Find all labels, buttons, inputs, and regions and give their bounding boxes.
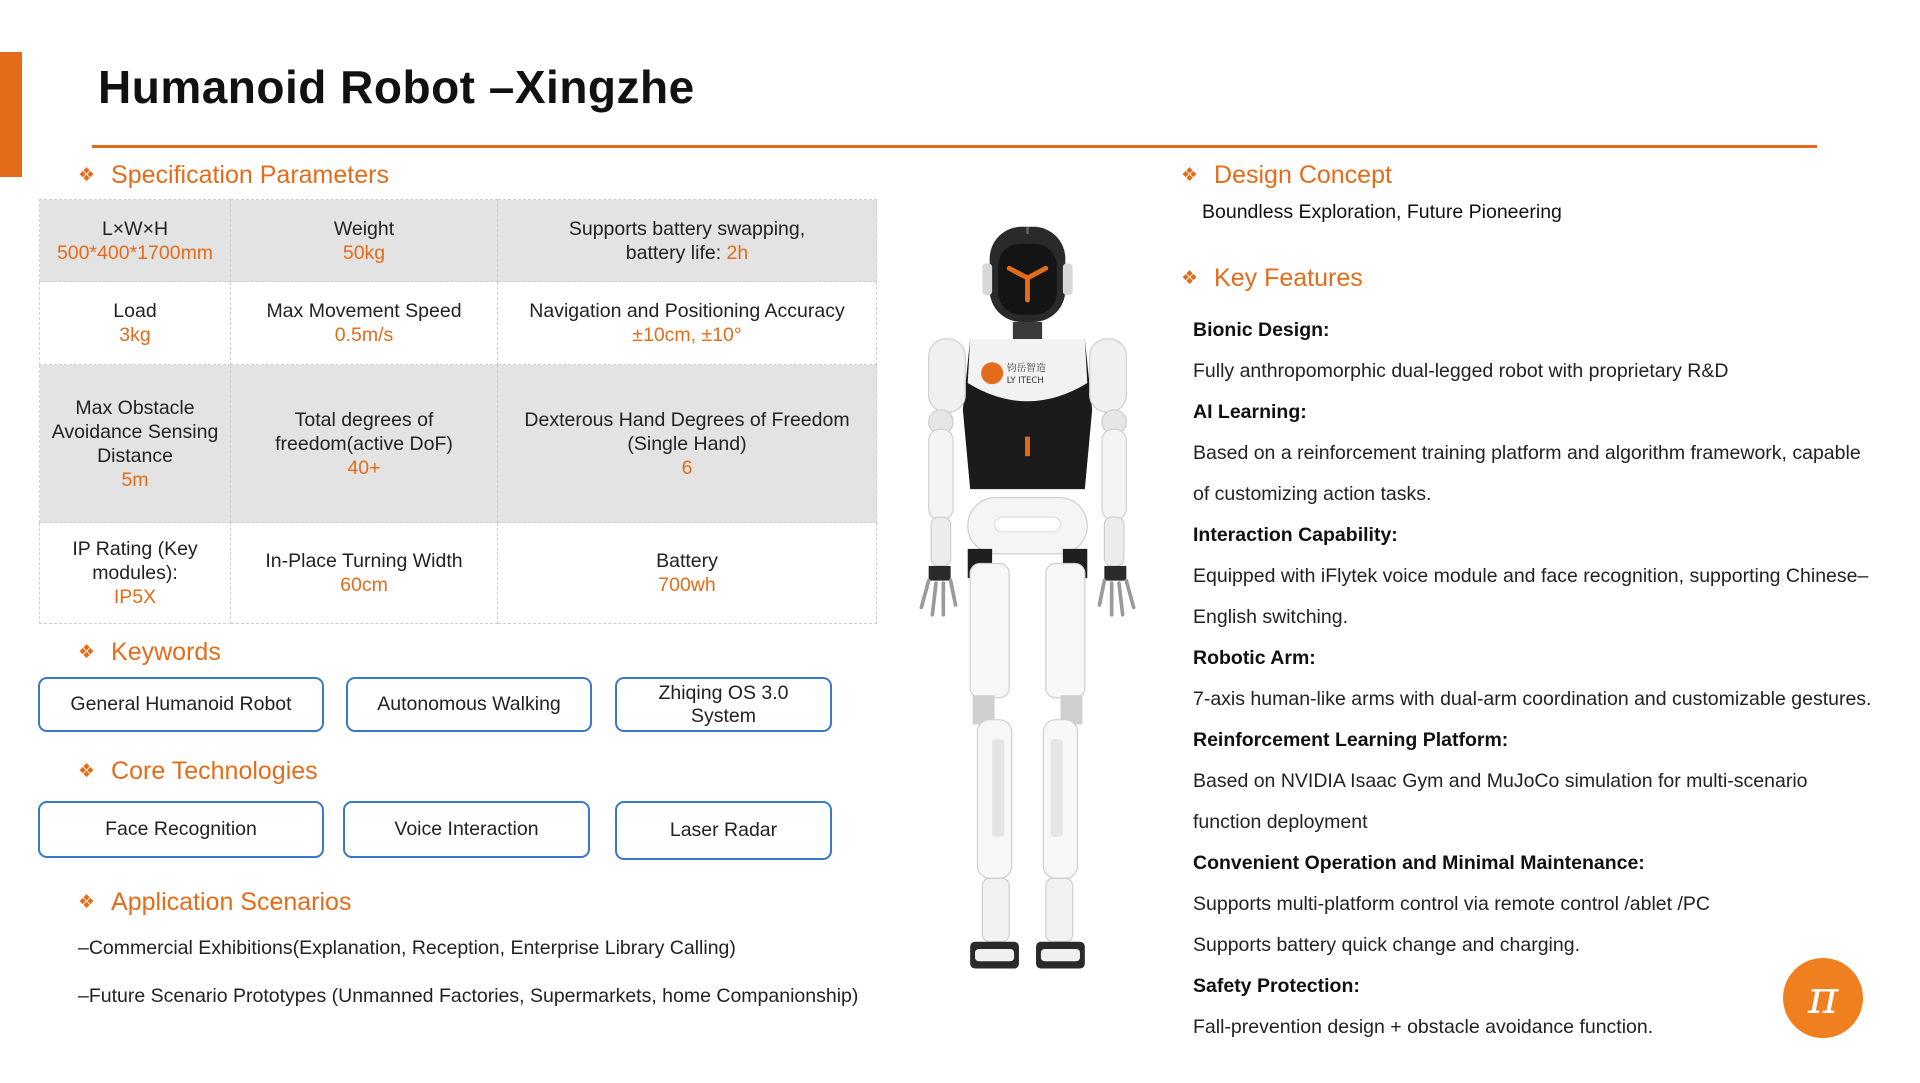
spec-table — [39, 199, 877, 624]
feature-text: Equipped with iFlytek voice module and face recognition, supporting Chinese– — [1193, 565, 1869, 587]
diamond-bullet-icon: ❖ — [1181, 268, 1199, 289]
feature-text: 7-axis human-like arms with dual-arm coordination and customizable gestures. — [1193, 688, 1872, 710]
feature-text: Based on a reinforcement training platform and algorithm framework, capable — [1193, 442, 1861, 464]
spec-cell-dimensions: L×W×H 500*400*1700mm — [40, 200, 231, 282]
feature-text: Supports multi-platform control via remote control /ablet /PC — [1193, 893, 1710, 915]
feature-text: function deployment — [1193, 811, 1368, 833]
feature-heading: Safety Protection: — [1193, 975, 1360, 997]
design-concept-text: Boundless Exploration, Future Pioneering — [1202, 201, 1562, 223]
spec-cell-degrees-of-freedom: Total degrees of freedom(active DoF) 40+ — [231, 365, 498, 523]
robot-illustration — [875, 225, 1180, 985]
robot-torso — [963, 339, 1092, 489]
spec-cell-battery-life: Supports battery swapping, battery life: 2h — [498, 200, 877, 282]
diamond-bullet-icon: ❖ — [1181, 165, 1199, 186]
keyword-pill: Zhiqing OS 3.0 System — [615, 677, 832, 732]
robot-head — [982, 227, 1072, 339]
spec-cell-weight: Weight 50kg — [231, 200, 498, 282]
design-section-title: Design Concept — [1214, 161, 1392, 189]
feature-text: Fully anthropomorphic dual-legged robot with proprietary R&D — [1193, 360, 1729, 382]
app-section-heading — [78, 888, 351, 917]
diamond-bullet-icon: ❖ — [78, 165, 96, 186]
core-tech-pill: Laser Radar — [615, 801, 832, 860]
feature-heading: Bionic Design: — [1193, 319, 1330, 341]
spec-section-title: Specification Parameters — [111, 161, 389, 189]
core-section-heading — [78, 757, 318, 786]
spec-cell-load: Load 3kg — [40, 282, 231, 365]
feature-text: of customizing action tasks. — [1193, 483, 1432, 505]
feature-heading: Robotic Arm: — [1193, 647, 1316, 669]
diamond-bullet-icon: ❖ — [78, 892, 96, 913]
core-tech-pill: Face Recognition — [38, 801, 324, 858]
feature-text: Fall-prevention design + obstacle avoidance function. — [1193, 1016, 1654, 1038]
feature-heading: AI Learning: — [1193, 401, 1307, 423]
scenario-item: –Future Scenario Prototypes (Unmanned Factories, Supermarkets, home Companionship) — [78, 985, 859, 1007]
feature-heading: Interaction Capability: — [1193, 524, 1398, 546]
svg-text:钧岳智造: 钧岳智造 — [1006, 362, 1046, 374]
svg-text:LY ITECH: LY ITECH — [1006, 375, 1044, 386]
svg-text:π: π — [1807, 970, 1839, 1024]
spec-cell-battery: Battery 700wh — [498, 523, 877, 624]
pi-logo-icon — [1782, 957, 1864, 1039]
spec-cell-hand-dof: Dexterous Hand Degrees of Freedom (Single Hand) 6 — [498, 365, 877, 523]
features-list — [1193, 317, 1908, 1055]
table-row — [40, 365, 877, 523]
spec-cell-navigation-accuracy: Navigation and Positioning Accuracy ±10cm, ±10° — [498, 282, 877, 365]
diamond-bullet-icon: ❖ — [78, 642, 96, 663]
accent-bar — [0, 52, 22, 177]
feature-text: Based on NVIDIA Isaac Gym and MuJoCo simulation for multi-scenario — [1193, 770, 1808, 792]
features-section-title: Key Features — [1214, 264, 1363, 292]
spec-section-heading — [78, 161, 389, 190]
spec-cell-turning-width: In-Place Turning Width 60cm — [231, 523, 498, 624]
feature-heading: Reinforcement Learning Platform: — [1193, 729, 1509, 751]
spec-cell-ip-rating: IP Rating (Key modules): IP5X — [40, 523, 231, 624]
keywords-section-heading — [78, 638, 221, 667]
title-divider — [92, 145, 1817, 148]
diamond-bullet-icon: ❖ — [78, 761, 96, 782]
feature-text: Supports battery quick change and charging. — [1193, 934, 1581, 956]
table-row — [40, 282, 877, 365]
core-tech-pill: Voice Interaction — [343, 801, 590, 858]
robot-legs — [970, 564, 1085, 969]
spec-cell-obstacle-distance: Max Obstacle Avoidance Sensing Distance 5m — [40, 365, 231, 523]
feature-text: English switching. — [1193, 606, 1348, 628]
feature-heading: Convenient Operation and Minimal Maintenance: — [1193, 852, 1645, 874]
design-section-heading — [1181, 161, 1392, 190]
core-section-title: Core Technologies — [111, 757, 318, 785]
keyword-pill: General Humanoid Robot — [38, 677, 324, 732]
features-section-heading — [1181, 264, 1363, 293]
keyword-pill: Autonomous Walking — [346, 677, 592, 732]
keywords-section-title: Keywords — [111, 638, 221, 666]
page-title: Humanoid Robot –Xingzhe — [98, 61, 695, 113]
scenario-item: –Commercial Exhibitions(Explanation, Reception, Enterprise Library Calling) — [78, 937, 736, 959]
spec-cell-max-speed: Max Movement Speed 0.5m/s — [231, 282, 498, 365]
app-section-title: Application Scenarios — [111, 888, 352, 916]
table-row — [40, 200, 877, 282]
table-row — [40, 523, 877, 624]
